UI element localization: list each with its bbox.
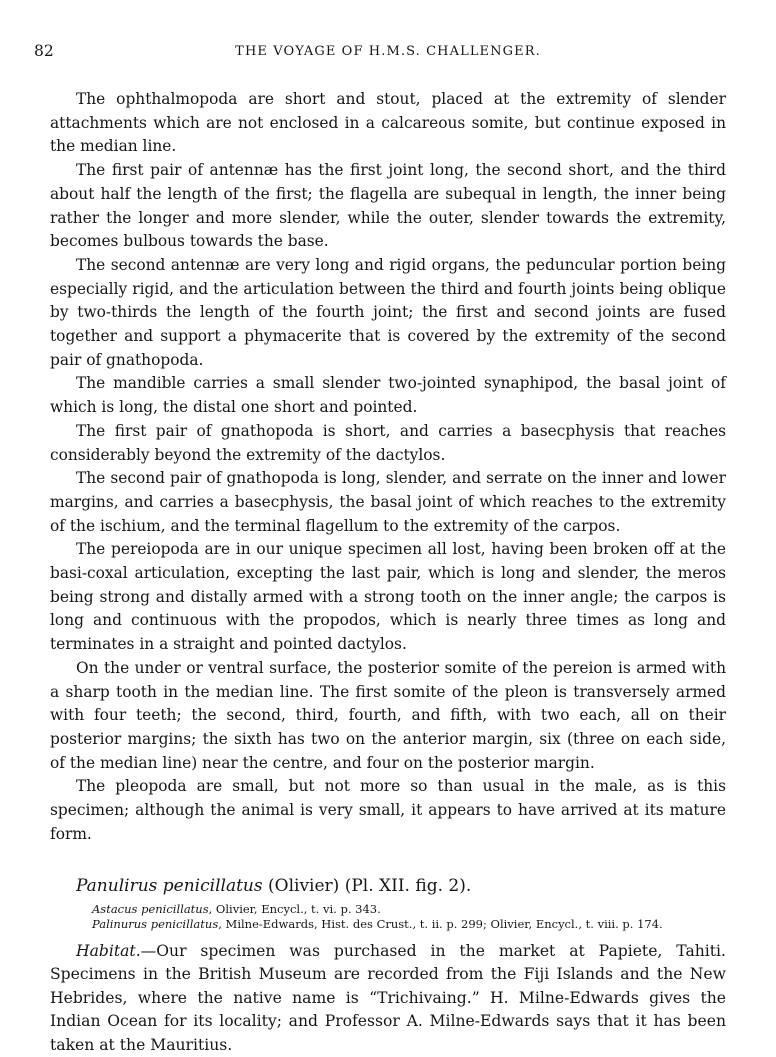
synonym-reference: , Olivier, Encycl., t. vi. p. 343.: [209, 902, 381, 916]
book-page: [50, 42, 726, 1057]
synonym-name: Astacus penicillatus: [92, 902, 209, 916]
running-title: THE VOYAGE OF H.M.S. CHALLENGER.: [50, 44, 726, 59]
paragraph-second-gnathopoda: The second pair of gnathopoda is long, slender, and serrate on the inner and lower margins, and carries a basecphysis, the basal joint of which reaches to the extremity of the ischium, and the terminal flagellum to the extremity of the carpos.: [50, 467, 726, 538]
species-name: Panulirus penicillatus: [76, 876, 263, 896]
habitat-text: —Our specimen was purchased in the market at Papiete, Tahiti. Specimens in the British Museum are recorded from the Fiji Islands and the New Hebrides, where the native name is “Trichivaing.” H. Milne-Edwards gives the Indian Ocean for its locality; and Professor A. Milne-Edwards says that it has been taken at the Mauritius.: [50, 942, 726, 1054]
synonymy-list: [92, 902, 726, 932]
paragraph-ophthalmopoda: The ophthalmopoda are short and stout, placed at the extremity of slender attachments which are not enclosed in a calcareous somite, but continue exposed in the median line.: [50, 88, 726, 159]
paragraph-mandible: The mandible carries a small slender two-jointed synaphipod, the basal joint of which is long, the distal one short and pointed.: [50, 372, 726, 419]
page-header: [50, 42, 726, 72]
paragraph-ventral-surface: On the under or ventral surface, the posterior somite of the pereion is armed with a sharp tooth in the median line. The first somite of the pleon is transversely armed with four teeth; the second, third, fourth, and fifth, with two each, all on their posterior margins; the sixth has two on the anterior margin, six (three on each side, of the median line) near the centre, and four on the posterior margin.: [50, 657, 726, 776]
paragraph-pleopoda: The pleopoda are small, but not more so than usual in the male, as is this specimen; although the animal is very small, it appears to have arrived at its mature form.: [50, 775, 726, 846]
synonym-name: Palinurus penicillatus: [92, 917, 218, 931]
species-authority: (Olivier) (Pl. XII. fig. 2).: [263, 876, 472, 896]
species-heading: [76, 874, 726, 898]
habitat-label: Habitat.: [76, 942, 141, 960]
paragraph-second-antennae: The second antennæ are very long and rigid organs, the peduncular portion being especially rigid, and the articulation between the third and fourth joints being oblique by two-thirds the length of the fourth joint; the first and second joints are fused together and support a phymacerite that is covered by the extremity of the second pair of gnathopoda.: [50, 254, 726, 373]
paragraph-first-gnathopoda: The first pair of gnathopoda is short, and carries a basecphysis that reaches considerably beyond the extremity of the dactylos.: [50, 420, 726, 467]
synonym-entry: [92, 917, 726, 932]
page-number: 82: [34, 42, 54, 60]
synonym-reference: , Milne-Edwards, Hist. des Crust., t. ii. p. 299; Olivier, Encycl., t. viii. p. 174.: [218, 917, 662, 931]
synonym-entry: [92, 902, 726, 917]
paragraph-pereiopoda: The pereiopoda are in our unique specimen all lost, having been broken off at the basi-coxal articulation, excepting the last pair, which is long and slender, the meros being strong and distally armed with a strong tooth on the inner angle; the carpos is long and continuous with the propodos, which is nearly three times as long and terminates in a straight and pointed dactylos.: [50, 538, 726, 657]
description-text: [50, 88, 726, 847]
paragraph-first-antennae: The first pair of antennæ has the first joint long, the second short, and the third about half the length of the first; the flagella are subequal in length, the inner being rather the longer and more slender, while the outer, slender towards the extremity, becomes bulbous towards the base.: [50, 159, 726, 254]
habitat-section: [50, 940, 726, 1057]
habitat-paragraph: [50, 940, 726, 1057]
